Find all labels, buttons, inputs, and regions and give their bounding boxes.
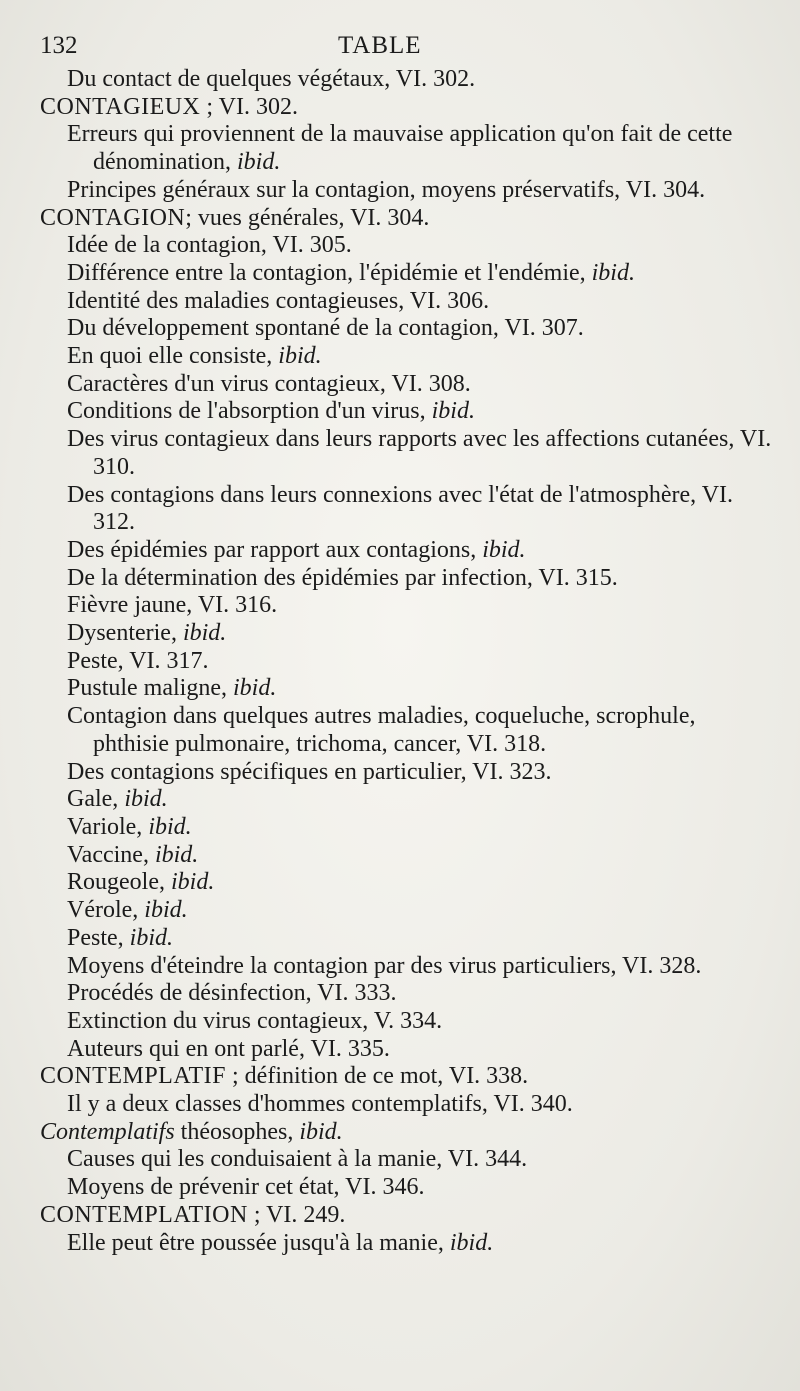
entry-text: ; définition de ce mot, VI. 338.: [226, 1063, 529, 1090]
entry-text: Gale,: [67, 786, 125, 813]
entry-text: Il y a deux classes d'hommes contemplatifs, VI. 340.: [67, 1091, 573, 1118]
ibid-reference: ibid.: [154, 841, 199, 868]
entry-text: Principes généraux sur la contagion, moyens préservatifs, VI. 304.: [67, 176, 706, 203]
index-entries: [40, 66, 772, 1257]
entry-text: ; VI. 249.: [247, 1201, 346, 1228]
index-subentry: [40, 1008, 772, 1036]
ibid-reference: ibid.: [591, 259, 635, 286]
index-subentry: [40, 371, 772, 399]
index-headword-entry: [40, 94, 772, 122]
entry-text: Des contagions dans leurs connexions avec l'état de l'atmosphère, VI. 312.: [67, 481, 734, 536]
entry-text: Rougeole,: [67, 869, 171, 896]
index-subentry: [40, 177, 772, 205]
entry-text: Des contagions spécifiques en particulier, VI. 323.: [67, 758, 552, 785]
index-subentry: [40, 786, 772, 814]
running-title: TABLE: [338, 32, 422, 59]
index-subentry: [40, 592, 772, 620]
entry-text: Erreurs qui proviennent de la mauvaise application qu'on fait de cette dénomination,: [67, 121, 733, 176]
ibid-reference: ibid.: [170, 869, 215, 896]
headword: CONTEMPLATIF: [40, 1063, 227, 1090]
index-subentry: [40, 398, 772, 426]
index-subentry: [40, 675, 772, 703]
entry-text: Vaccine,: [67, 841, 155, 868]
entry-text: Du contact de quelques végétaux, VI. 302.: [67, 66, 476, 92]
index-subentry: [40, 925, 772, 953]
entry-text: Vérole,: [67, 897, 145, 924]
index-subentry: [40, 482, 772, 537]
entry-text: Peste,: [67, 924, 130, 951]
index-subentry: [40, 1146, 772, 1174]
entry-text: Idée de la contagion, VI. 305.: [67, 232, 352, 259]
index-subentry: [40, 703, 772, 758]
index-headword-entry: [40, 205, 772, 233]
entry-text: Extinction du virus contagieux, V. 334.: [67, 1007, 443, 1034]
entry-text: Contagion dans quelques autres maladies, coqueluche, scrophule, phthisie pulmonaire, trichoma, cancer, VI. 318.: [67, 703, 696, 757]
index-subentry: [40, 1230, 772, 1258]
entry-text: ; vues générales, VI. 304.: [185, 204, 430, 231]
index-subentry: [40, 537, 772, 565]
entry-text: Du développement spontané de la contagion, VI. 307.: [67, 315, 584, 342]
index-subentry: [40, 620, 772, 648]
index-subentry: [40, 426, 772, 481]
ibid-reference: ibid.: [236, 149, 281, 176]
ibid-reference: ibid.: [232, 675, 277, 702]
entry-text: Des virus contagieux dans leurs rapports avec les affections cutanées, VI. 310.: [67, 426, 772, 480]
index-subentry: [40, 980, 772, 1008]
index-subentry: [40, 869, 772, 897]
page-number: 132: [40, 32, 78, 59]
ibid-reference: ibid.: [299, 1118, 343, 1145]
index-subentry: [40, 648, 772, 676]
index-subentry: [40, 814, 772, 842]
ibid-reference: ibid.: [124, 786, 168, 813]
ibid-reference: ibid.: [129, 924, 174, 951]
entry-text: Des épidémies par rapport aux contagions,: [67, 536, 483, 563]
index-subentry: [40, 288, 772, 316]
index-subentry: [40, 953, 772, 981]
index-subentry: [40, 1174, 772, 1202]
ibid-reference: ibid.: [182, 620, 227, 647]
headword: CONTAGION: [40, 204, 186, 231]
index-headword-entry: [40, 1063, 772, 1091]
entry-text: Moyens de prévenir cet état, VI. 346.: [67, 1174, 425, 1201]
entry-text: ; VI. 302.: [200, 93, 298, 120]
entry-text: En quoi elle consiste,: [67, 343, 279, 370]
ibid-reference: ibid.: [148, 813, 192, 840]
entry-text: Moyens d'éteindre la contagion par des virus particuliers, VI. 328.: [67, 952, 702, 979]
headword: CONTEMPLATION: [40, 1201, 248, 1228]
index-subentry: [40, 1091, 772, 1119]
entry-text: Peste, VI. 317.: [67, 647, 209, 674]
entry-text: Pustule maligne,: [67, 675, 233, 702]
index-subentry: [40, 897, 772, 925]
italic-headword: Contemplatifs: [40, 1118, 175, 1145]
entry-text: Elle peut être poussée jusqu'à la manie,: [67, 1229, 450, 1256]
ibid-reference: ibid.: [431, 398, 475, 425]
entry-text: De la détermination des épidémies par infection, VI. 315.: [67, 564, 618, 591]
entry-text: Identité des maladies contagieuses, VI. 306.: [67, 287, 490, 314]
entry-text: théosophes,: [174, 1118, 300, 1145]
entry-text: Fièvre jaune, VI. 316.: [67, 592, 278, 619]
ibid-reference: ibid.: [449, 1229, 494, 1256]
index-subentry: [40, 759, 772, 787]
entry-text: Auteurs qui en ont parlé, VI. 335.: [67, 1035, 390, 1062]
headword: CONTAGIEUX: [40, 93, 201, 120]
index-subentry: [40, 1036, 772, 1064]
index-headword-entry: [40, 1119, 772, 1147]
index-subentry: [40, 842, 772, 870]
index-subentry: [40, 121, 772, 176]
index-subentry: [40, 343, 772, 371]
index-subentry: [40, 232, 772, 260]
entry-text: Caractères d'un virus contagieux, VI. 308.: [67, 370, 471, 397]
ibid-reference: ibid.: [144, 897, 188, 924]
entry-text: Variole,: [67, 813, 149, 840]
entry-text: Procédés de désinfection, VI. 333.: [67, 980, 397, 1007]
index-subentry: [40, 260, 772, 288]
index-subentry: [40, 315, 772, 343]
index-subentry: [40, 565, 772, 593]
page-header: [40, 32, 772, 66]
entry-text: Dysenterie,: [67, 620, 183, 647]
ibid-reference: ibid.: [278, 343, 322, 370]
entry-text: Différence entre la contagion, l'épidémie et l'endémie,: [67, 259, 592, 286]
entry-text: Causes qui les conduisaient à la manie, VI. 344.: [67, 1146, 528, 1173]
index-headword-entry: [40, 1202, 772, 1230]
index-subentry: [40, 66, 772, 94]
ibid-reference: ibid.: [482, 536, 526, 563]
entry-text: Conditions de l'absorption d'un virus,: [67, 398, 432, 425]
